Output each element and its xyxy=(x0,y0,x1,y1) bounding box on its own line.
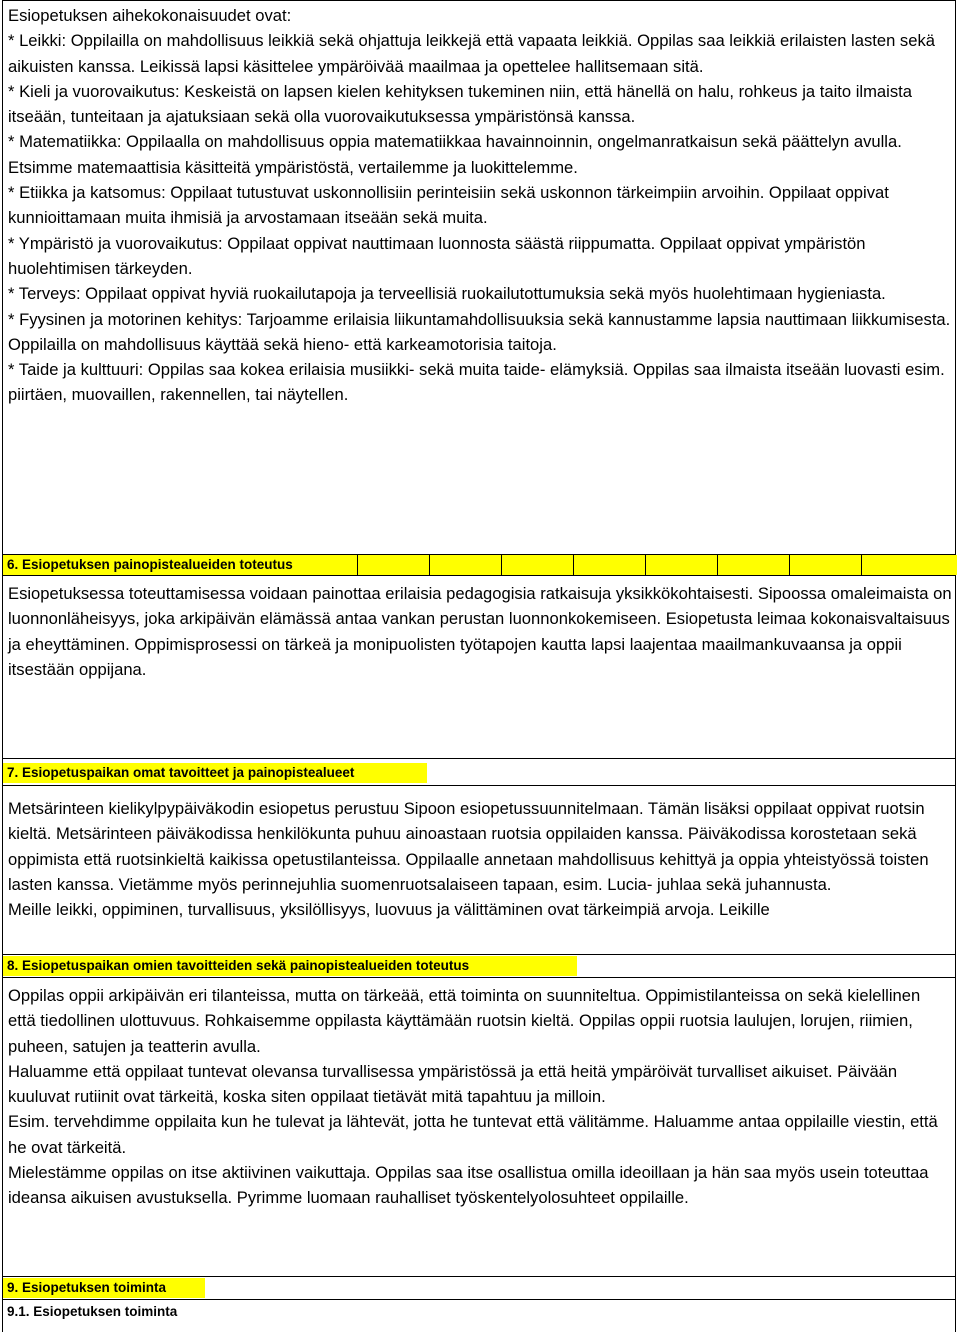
section-7-title: 7. Esiopetuspaikan omat tavoitteet ja painopistealueet xyxy=(3,763,427,783)
header-cell xyxy=(501,555,573,575)
intro-item-play: * Leikki: Oppilailla on mahdollisuus leikkiä sekä ohjattuja leikkejä että vapaata leikkiä. Oppilas saa leikkiä erilaisten lasten sekä aikuisten kanssa. Leikissä lapsi käsittelee ympäröivää maailmaa ja opettelee hallitsemaan sitä. xyxy=(8,31,935,76)
section-8-paragraph: Mielestämme oppilas on itse aktiivinen vaikuttaja. Oppilas saa itse osallistua omilla ideoillaan ja hän saa myös usein toteuttaa ideansa aikuisen avustuksella. Pyrimme luomaan rauhalliset työskentelyolosuhteet oppilaille. xyxy=(8,1163,929,1208)
intro-item-ethics: * Etiikka ja katsomus: Oppilaat tutustuvat uskonnollisiin perinteisiin sekä uskonnon tärkeimpiin arvoihin. Oppilaat oppivat kunnioittamaan muita ihmisiä ja arvostamaan itseään sekä muita. xyxy=(8,183,889,228)
header-cell xyxy=(645,555,717,575)
header-cell xyxy=(861,555,957,575)
header-cell xyxy=(717,555,789,575)
section-9-1-title: 9.1. Esiopetuksen toiminta xyxy=(7,1304,178,1319)
intro-item-physical: * Fyysinen ja motorinen kehitys: Tarjoamme erilaisia liikuntamahdollisuuksia sekä kannustamme lapsia nauttimaan liikkumisesta. Oppilailla on mahdollisuus käyttää sekä hieno- että karkeamotorisia taitoja. xyxy=(8,309,951,354)
section-7-body xyxy=(2,786,956,954)
header-cell xyxy=(789,555,861,575)
section-7-header xyxy=(2,758,956,786)
section-8-body xyxy=(2,978,956,1276)
section-6-body xyxy=(2,576,956,758)
intro-item-math: * Matematiikka: Oppilaalla on mahdollisuus oppia matematiikkaa havainnoinnin, ongelmanratkaisun sekä päättelyn avulla. Etsimme matemaattisia käsitteitä ympäristöstä, vertailemme ja luokittelemme. xyxy=(8,132,902,177)
section-6-text: Esiopetuksessa toteuttamisessa voidaan painottaa erilaisia pedagogisia ratkaisuja yksikkökohtaisesti. Sipoossa omaleimaista on luonnonläheisyys, joka arkipäivän elämässä antaa vankan perustan luonnonkokemiseen. Esiopetusta leimaa kokonaisvaltaisuus ja eheyttäminen. Oppimisprosessi on tärkeä ja monipuolisten työtapojen kautta lapsi laajentaa maailmankuvaansa ja oppii itsestään oppijana. xyxy=(8,584,952,679)
intro-line: Esiopetuksen aihekokonaisuudet ovat: xyxy=(8,6,292,25)
section-6-header-cells xyxy=(357,555,957,575)
section-8-paragraph: Haluamme että oppilaat tuntevat olevansa turvallisessa ympäristössä ja että heitä ympäröivät turvalliset aikuiset. Päivään kuuluvat rutiinit ovat tärkeitä, koska siten oppilaat tietävät mitä tapahtuu ja milloin. xyxy=(8,1061,898,1107)
section-9-header xyxy=(2,1276,956,1300)
intro-item-language: * Kieli ja vuorovaikutus: Keskeistä on lapsen kielen kehityksen tukeminen niin, että hänellä on halu, rohkeus ja taito ilmaista itseään, tunteitaan ja ajatuksiaan sekä olla vuorovaikutuksessa ympäristönsä kanssa. xyxy=(8,81,912,127)
section-6-title: 6. Esiopetuksen painopistealueiden toteutus xyxy=(3,555,361,575)
intro-item-health: * Terveys: Oppilaat oppivat hyviä ruokailutapoja ja terveellisiä ruokailutottumuksia sekä myös huolehtimaan hygieniasta. xyxy=(8,284,886,304)
header-cell xyxy=(573,555,645,575)
header-cell xyxy=(357,555,429,575)
section-7-paragraph: Meille leikki, oppiminen, turvallisuus, yksilöllisyys, luovuus ja välittäminen ovat tärkeimpiä arvoja. Leikille xyxy=(8,900,770,920)
section-9-1-header xyxy=(2,1300,956,1332)
section-7-paragraph: Metsärinteen kielikylpypäiväkodin esiopetus perustuu Sipoon esiopetussuunnitelmaan. Tämän lisäksi oppilaat oppivat ruotsin kieltä. Metsärinteen päiväkodissa henkilökunta puhuu ainoastaan ruotsia oppilaiden kanssa. Päiväkodissa korostetaan sekä oppimista että ruotsinkieltä kaikissa opetustilanteissa. Oppilaalle annetaan mahdollisuus kehittyä ja oppia yhteistyössä toisten lasten kanssa. Vietämme myös perinnejuhlia suomenruotsalaiseen tapaan, esim. Lucia- juhlaa sekä juhannusta. xyxy=(8,799,929,894)
section-8-paragraph: Oppilas oppii arkipäivän eri tilanteissa, mutta on tärkeää, että toiminta on suunniteltua. Oppimistilanteissa on sekä kielellinen että tiedollinen ulottuvuus. Rohkaisemme oppilasta käyttämään ruotsin kieltä. Oppilas oppii ruotsia laulujen, lorujen, riimien, puheen, satujen ja teatterin avulla. xyxy=(8,986,921,1056)
intro-item-art: * Taide ja kulttuuri: Oppilas saa kokea erilaisia musiikki- sekä muita taide- elämyksiä. Oppilas saa ilmaista itseään luovasti esim. piirtäen, muovaillen, rakennellen, tai näytellen. xyxy=(8,360,945,405)
section-8-header xyxy=(2,954,956,978)
section-intro xyxy=(2,0,956,554)
intro-item-environment: * Ympäristö ja vuorovaikutus: Oppilaat oppivat nauttimaan luonnosta säästä riippumatta. Oppilaat oppivat ympäristön huolehtimisen tärkeyden. xyxy=(8,233,866,278)
section-8-title: 8. Esiopetuspaikan omien tavoitteiden sekä painopistealueiden toteutus xyxy=(3,956,577,976)
section-9-title: 9. Esiopetuksen toiminta xyxy=(3,1278,205,1298)
section-6-header xyxy=(2,554,956,576)
section-8-paragraph: Esim. tervehdimme oppilaita kun he tulevat ja lähtevät, jotta he tuntevat että välitämme. Haluamme antaa oppilaille viestin, että he ovat tärkeitä. xyxy=(8,1112,938,1157)
header-cell xyxy=(429,555,501,575)
